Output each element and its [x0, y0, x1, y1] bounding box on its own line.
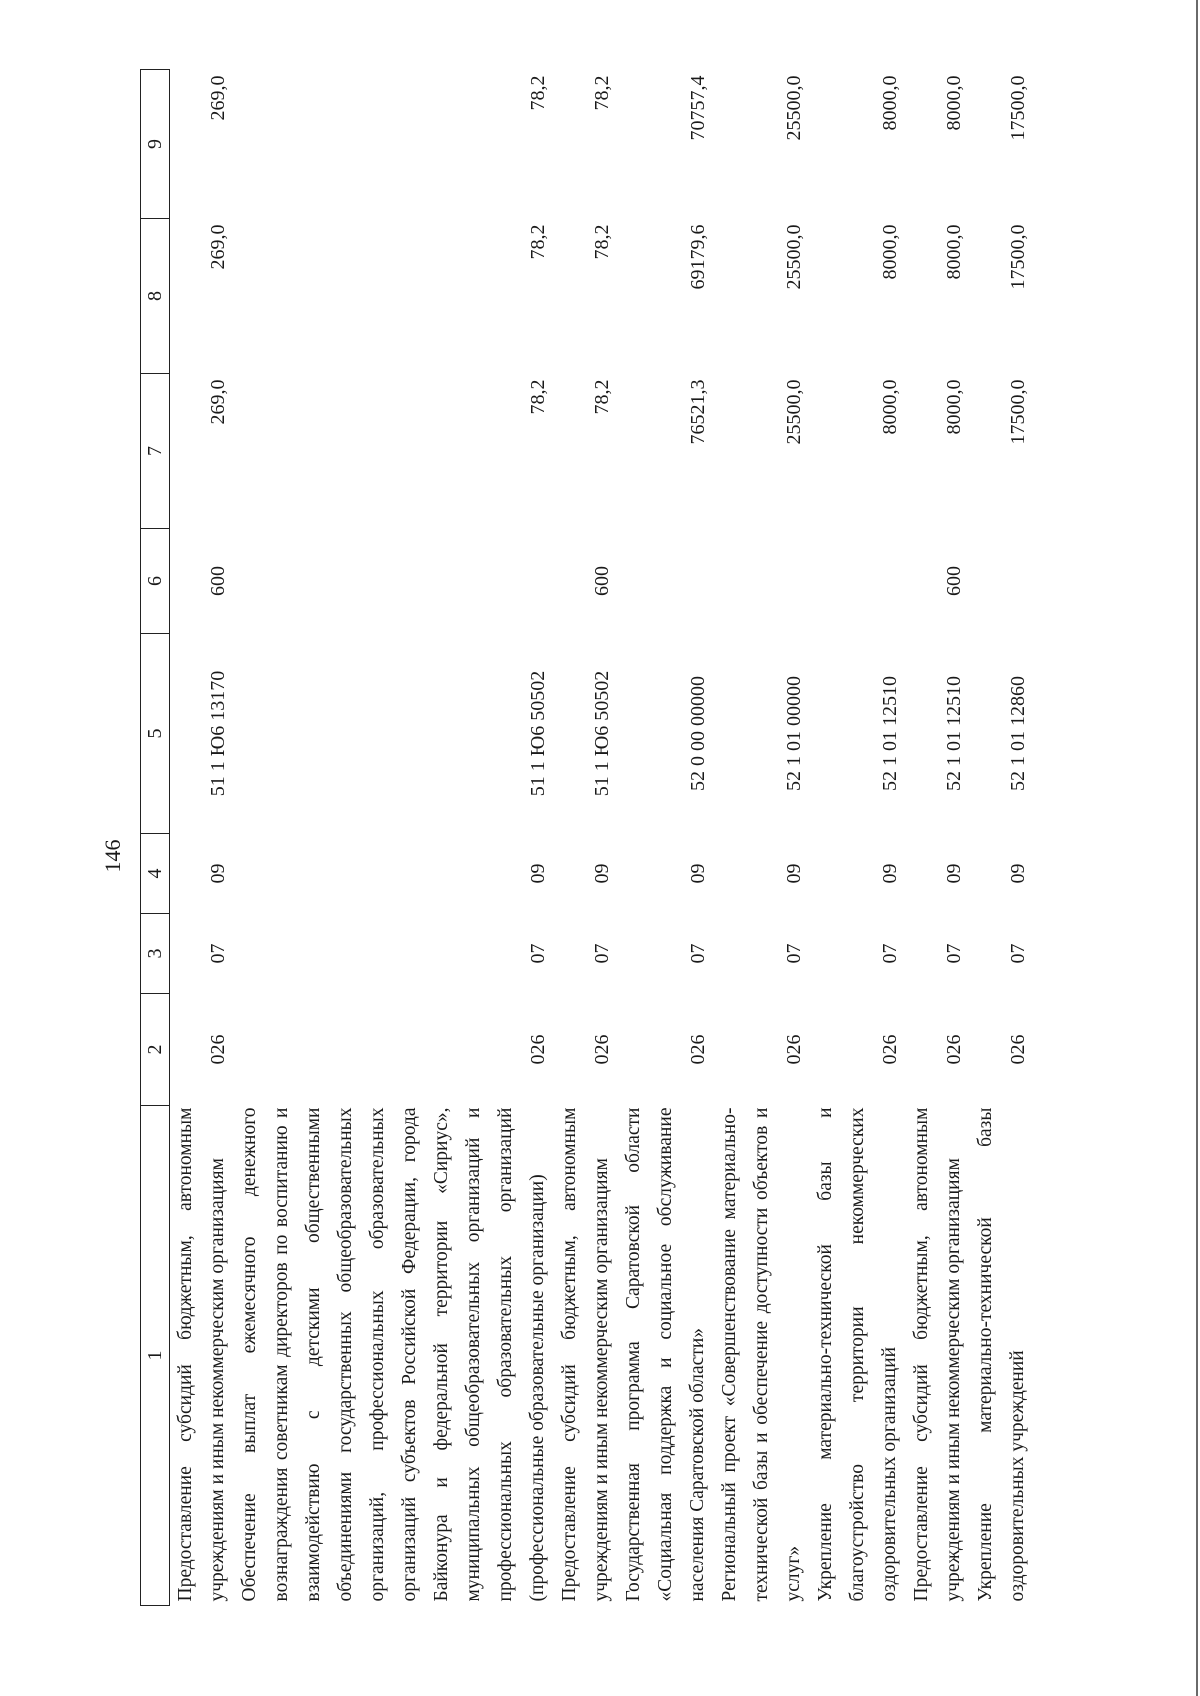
row-expense-type: 600: [591, 566, 613, 596]
table-row: [618, 70, 714, 1606]
row-subsection: 09: [207, 863, 229, 884]
scan-edge-line: [1196, 0, 1198, 1696]
budget-sheet: [140, 70, 1060, 1606]
row-subsection: 09: [879, 863, 901, 884]
row-subsection: 09: [687, 863, 709, 884]
row-amount-col7: 8000,0: [879, 379, 901, 435]
table-row: [234, 70, 554, 1606]
row-target-article: 52 1 01 12860: [1007, 676, 1029, 791]
row-expense-type: [810, 529, 906, 634]
row-description: Государственная программа Саратовской области «Социальная поддержка и социальное обслуживание населения Саратовской области»: [623, 1107, 708, 1602]
row-description: Региональный проект «Совершенствование материально-технической базы и обеспечение доступности объектов и услуг»: [719, 1107, 804, 1602]
row-amount-col8: 8000,0: [879, 224, 901, 280]
budget-table: [140, 69, 1034, 1606]
table-row: [714, 70, 810, 1606]
row-ministry-code: 026: [687, 1034, 709, 1065]
row-amount-col7: 78,2: [527, 379, 549, 415]
row-amount-col8: 269,0: [207, 224, 229, 270]
row-amount-col9: 8000,0: [879, 75, 901, 131]
row-expense-type: 600: [207, 566, 229, 596]
row-amount-col7: 76521,3: [687, 379, 709, 445]
row-description: Предоставление субсидий бюджетным, автономным учреждениям и иным некоммерческим организациям: [911, 1107, 964, 1602]
row-amount-col9: 17500,0: [1007, 75, 1029, 141]
row-amount-col8: 17500,0: [1007, 224, 1029, 290]
row-description: Предоставление субсидий бюджетным, автономным учреждениям и иным некоммерческим организациям: [175, 1107, 228, 1602]
table-row: [554, 70, 618, 1606]
row-target-article: 52 1 01 12510: [879, 676, 901, 791]
row-amount-col7: 269,0: [207, 379, 229, 425]
row-section: 07: [943, 943, 965, 964]
header-col-2: 2: [141, 994, 170, 1106]
row-ministry-code: 026: [1007, 1034, 1029, 1065]
table-row: [906, 70, 970, 1606]
row-subsection: 09: [783, 863, 805, 884]
row-section: 07: [207, 943, 229, 964]
table-body: [170, 70, 1035, 1606]
row-target-article: 51 1 Ю6 13170: [207, 670, 229, 797]
row-ministry-code: 026: [783, 1034, 805, 1065]
row-section: 07: [591, 943, 613, 964]
header-col-6: 6: [141, 529, 170, 634]
row-ministry-code: 026: [591, 1034, 613, 1065]
row-section: 07: [527, 943, 549, 964]
row-target-article: 51 1 Ю6 50502: [527, 670, 549, 797]
row-amount-col9: 78,2: [591, 75, 613, 111]
header-col-3: 3: [141, 914, 170, 994]
row-section: 07: [687, 943, 709, 964]
row-subsection: 09: [943, 863, 965, 884]
header-col-9: 9: [141, 70, 170, 219]
row-amount-col9: 8000,0: [943, 75, 965, 131]
table-row: [170, 70, 235, 1606]
row-target-article: 52 1 01 12510: [943, 676, 965, 791]
row-amount-col7: 17500,0: [1007, 379, 1029, 445]
page-number: 146: [100, 839, 125, 873]
row-amount-col8: 78,2: [527, 224, 549, 260]
row-amount-col9: 269,0: [207, 75, 229, 121]
row-expense-type: 600: [943, 566, 965, 596]
row-description: Предоставление субсидий бюджетным, автономным учреждениям и иным некоммерческим организациям: [559, 1107, 612, 1602]
row-target-article: 51 1 Ю6 50502: [591, 670, 613, 797]
row-description: Укрепление материально-технической базы оздоровительных учреждений: [975, 1107, 1028, 1602]
row-amount-col8: 8000,0: [943, 224, 965, 280]
row-target-article: 52 1 01 00000: [783, 676, 805, 791]
header-col-1: 1: [141, 1106, 170, 1606]
row-ministry-code: 026: [207, 1034, 229, 1065]
table-row: [970, 70, 1034, 1606]
row-description: Укрепление материально-технической базы и благоустройство территории некоммерческих оздоровительных организаций: [815, 1107, 900, 1602]
row-amount-col7: 25500,0: [783, 379, 805, 445]
row-target-article: 52 0 00 00000: [687, 676, 709, 791]
row-amount-col8: 25500,0: [783, 224, 805, 290]
row-subsection: 09: [1007, 863, 1029, 884]
row-amount-col9: 78,2: [527, 75, 549, 111]
row-expense-type: [234, 529, 554, 634]
row-amount-col8: 78,2: [591, 224, 613, 260]
row-amount-col9: 70757,4: [687, 75, 709, 141]
row-expense-type: [618, 529, 714, 634]
row-ministry-code: 026: [943, 1034, 965, 1065]
row-expense-type: [714, 529, 810, 634]
row-subsection: 09: [527, 863, 549, 884]
row-ministry-code: 026: [879, 1034, 901, 1065]
row-amount-col7: 78,2: [591, 379, 613, 415]
table-header: [141, 70, 170, 1606]
header-col-5: 5: [141, 634, 170, 834]
row-subsection: 09: [591, 863, 613, 884]
row-amount-col7: 8000,0: [943, 379, 965, 435]
header-row: [141, 70, 170, 1606]
table-row: [810, 70, 906, 1606]
row-section: 07: [879, 943, 901, 964]
row-description: Обеспечение выплат ежемесячного денежного вознаграждения советникам директоров по воспитанию и взаимодействию с детскими общественными объединениями государственных общеобразовательных организаций, профессиональных образовательных организаций субъектов Российской Федерации, города Байконура и федеральной территории «Сириус», муниципальных общеобразовательных организаций и профессиональных образовательных организаций (профессиональные образовательные организации): [239, 1107, 548, 1602]
row-amount-col8: 69179,6: [687, 224, 709, 290]
header-col-8: 8: [141, 219, 170, 374]
row-section: 07: [783, 943, 805, 964]
row-section: 07: [1007, 943, 1029, 964]
row-amount-col9: 25500,0: [783, 75, 805, 141]
header-col-7: 7: [141, 374, 170, 529]
row-expense-type: [970, 529, 1034, 634]
row-ministry-code: 026: [527, 1034, 549, 1065]
header-col-4: 4: [141, 834, 170, 914]
